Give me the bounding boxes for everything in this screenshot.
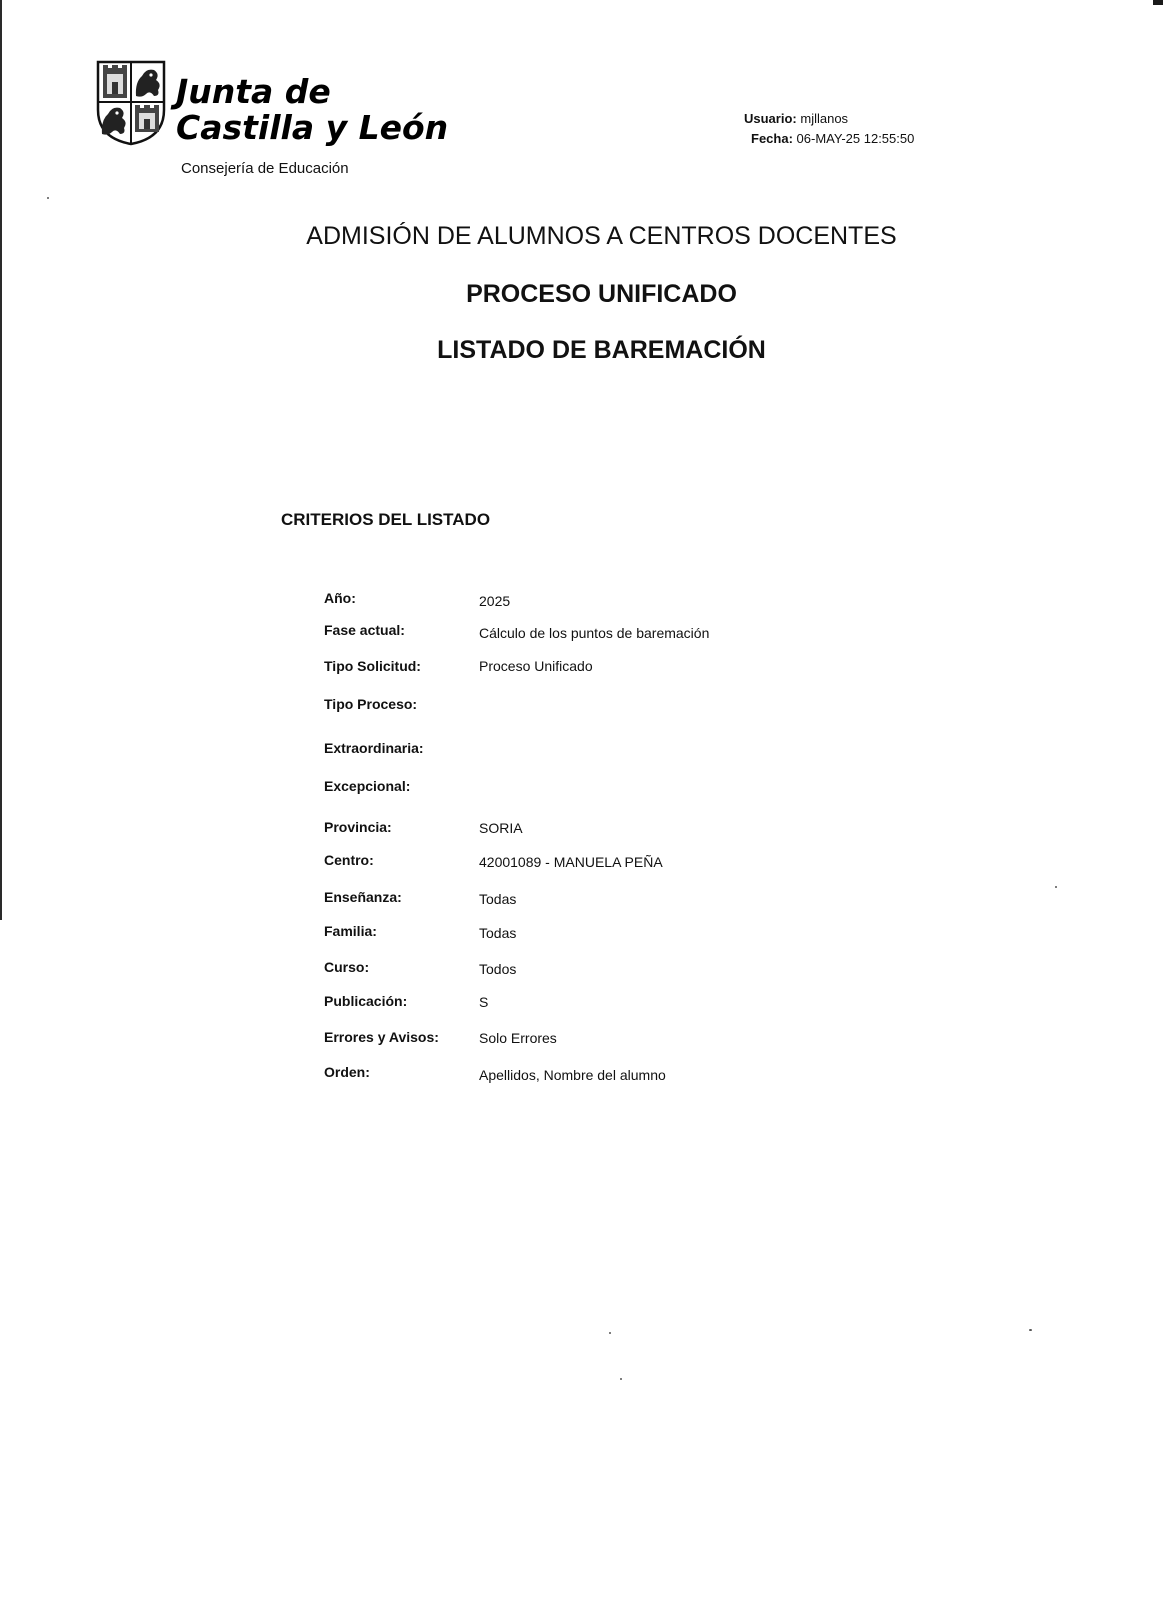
criteria-value-center: 42001089 - MANUELA PEÑA [479,854,663,870]
scan-speck [1055,886,1057,888]
org-name-line2: Castilla y León [176,108,449,147]
department-name: Consejería de Educación [181,160,349,177]
criteria-value-publication: S [479,994,489,1010]
user-row [744,109,914,129]
criteria-value-errors-warnings: Solo Errores [479,1030,557,1046]
criteria-label-year: Año: [324,590,356,606]
criteria-value-province: SORIA [479,820,523,836]
scan-speck [609,1332,611,1334]
document-subtitle-process: PROCESO UNIFICADO [466,280,737,308]
date-value: 06-MAY-25 12:55:50 [796,131,915,146]
criteria-value-course: Todos [479,961,517,977]
criteria-section-title: CRITERIOS DEL LISTADO [281,510,491,529]
criteria-label-phase: Fase actual: [324,622,405,638]
criteria-value-phase: Cálculo de los puntos de baremación [479,625,710,641]
criteria-label-center: Centro: [324,852,374,868]
scan-speck [1029,1329,1032,1331]
document-title: ADMISIÓN DE ALUMNOS A CENTROS DOCENTES [306,222,897,250]
criteria-label-teaching: Enseñanza: [324,889,402,905]
criteria-label-order: Orden: [324,1064,370,1080]
criteria-label-course: Curso: [324,959,370,975]
criteria-value-year: 2025 [479,593,511,609]
criteria-label-publication: Publicación: [324,993,408,1009]
org-name-line1: Junta de [176,72,331,111]
scan-speck [620,1378,622,1380]
user-value: mjllanos [800,111,849,126]
criteria-label-extraordinary: Extraordinaria: [324,740,424,756]
criteria-label-request-type: Tipo Solicitud: [324,658,421,674]
document-subtitle-listing: LISTADO DE BAREMACIÓN [437,336,766,364]
criteria-label-family: Familia: [324,923,377,939]
criteria-value-family: Todas [479,925,517,941]
criteria-label-exceptional: Excepcional: [324,778,411,794]
criteria-value-order: Apellidos, Nombre del alumno [479,1067,666,1083]
scan-edge-left [0,0,2,920]
scan-speck [47,197,49,199]
criteria-label-province: Provincia: [324,819,392,835]
criteria-label-process-type: Tipo Proceso: [324,696,418,712]
scan-edge-corner [1153,0,1163,5]
criteria-value-request-type: Proceso Unificado [479,658,593,674]
date-label: Fecha: [751,131,793,146]
report-meta [744,109,914,149]
user-label: Usuario: [744,111,797,126]
date-row [744,129,914,149]
criteria-value-teaching: Todas [479,891,517,907]
criteria-label-errors-warnings: Errores y Avisos: [324,1029,439,1045]
coat-of-arms-logo [96,60,166,146]
organization-name [176,74,448,146]
